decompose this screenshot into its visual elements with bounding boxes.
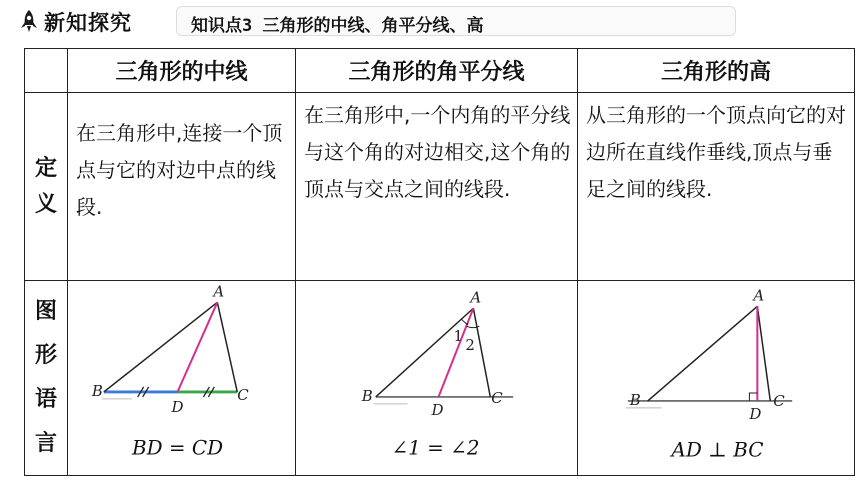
section-header <box>14 4 754 36</box>
vertex-label-c: C <box>237 385 249 404</box>
vertex-label-a: A <box>213 282 225 301</box>
vertex-label-b: B <box>629 390 641 409</box>
rocket-icon <box>18 9 40 33</box>
column-header-altitude: 三角形的高 <box>578 49 855 93</box>
concept-table <box>24 48 855 476</box>
column-header-bisector: 三角形的角平分线 <box>296 49 578 93</box>
altitude-diagram <box>578 281 854 475</box>
section-title: 新知探究 <box>44 10 132 35</box>
bisector-diagram <box>296 281 577 475</box>
corner-cell <box>25 49 68 93</box>
figure-median <box>68 281 296 476</box>
definition-row <box>25 93 855 281</box>
vertex-label-c: C <box>491 388 503 407</box>
angle-label-1: 1 <box>453 327 463 346</box>
point-label-d: D <box>431 400 444 419</box>
topic-title: 知识点3 三角形的中线、角平分线、高 <box>191 16 484 36</box>
point-label-d: D <box>171 397 184 416</box>
median-formula: BD = CD <box>131 436 224 460</box>
vertex-label-c: C <box>773 391 785 410</box>
figure-altitude <box>578 281 855 476</box>
median-diagram <box>68 281 295 475</box>
topic-banner <box>176 6 736 36</box>
definition-altitude: 从三角形的一个顶点向它的对边所在直线作垂线,顶点与垂足之间的线段. <box>578 93 855 281</box>
row-label-definition <box>25 93 68 281</box>
point-label-d: D <box>749 404 762 423</box>
angle-label-2: 2 <box>465 336 475 355</box>
vertex-label-a: A <box>470 288 482 307</box>
row-label-text: 图形语言 <box>34 299 57 456</box>
row-label-text: 定义 <box>34 155 57 217</box>
column-header-median: 三角形的中线 <box>68 49 296 93</box>
row-label-figure <box>25 281 68 476</box>
vertex-label-a: A <box>753 286 765 305</box>
altitude-formula: AD ⊥ BC <box>671 438 764 462</box>
vertex-label-b: B <box>91 381 103 400</box>
figure-bisector <box>296 281 578 476</box>
table-header-row <box>25 49 855 93</box>
bisector-formula: ∠1 = ∠2 <box>391 436 480 460</box>
definition-median: 在三角形中,连接一个顶点与它的对边中点的线段. <box>68 93 296 281</box>
definition-bisector: 在三角形中,一个内角的平分线与这个角的对边相交,这个角的顶点与交点之间的线段. <box>296 93 578 281</box>
figure-row <box>25 281 855 476</box>
vertex-label-b: B <box>361 386 373 405</box>
